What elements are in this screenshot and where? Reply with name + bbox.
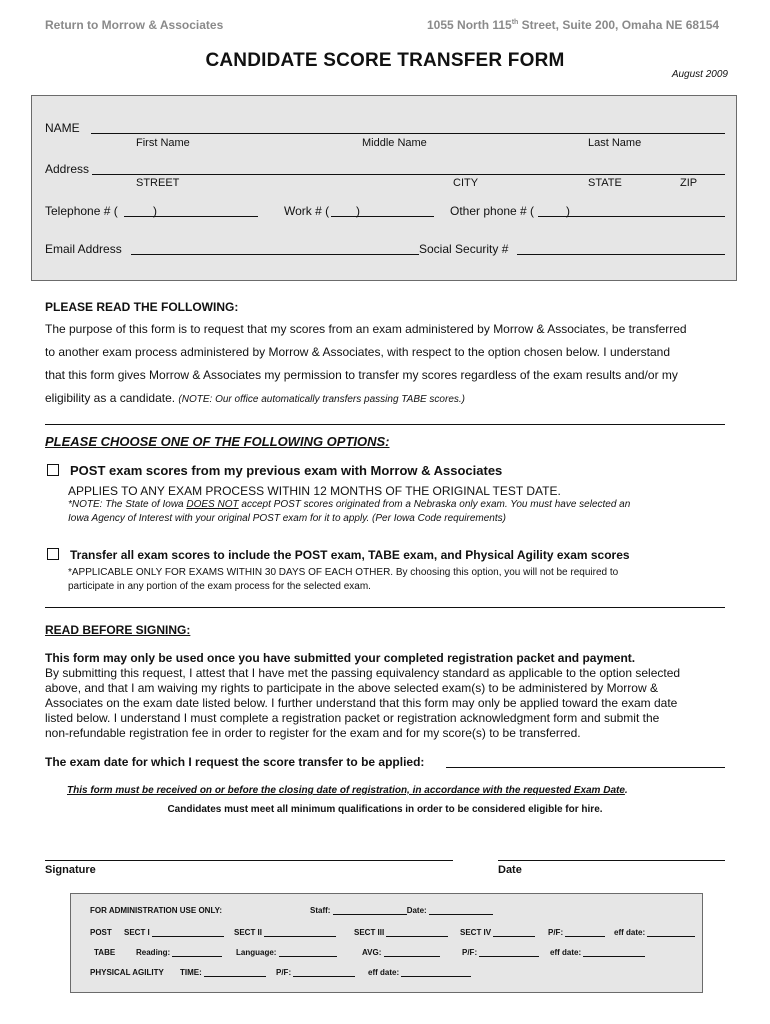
admin-avg-field[interactable] <box>384 948 440 957</box>
form-date: August 2009 <box>671 69 728 80</box>
address-label: Address <box>45 162 90 176</box>
admin-language: Language: <box>236 948 337 957</box>
exam-date-label: The exam date for which I request the score transfer to be applied: <box>45 755 425 769</box>
option-post-applies: APPLIES TO ANY EXAM PROCESS WITHIN 12 MONTHS OF THE ORIGINAL TEST DATE. <box>68 484 561 498</box>
admin-sect4-field[interactable] <box>493 928 535 937</box>
admin-date-field[interactable] <box>429 906 493 915</box>
admin-sect2-field[interactable] <box>264 928 336 937</box>
first-name-caption: First Name <box>136 137 190 149</box>
admin-post-eff-field[interactable] <box>647 928 695 937</box>
option-post-note: *NOTE: The State of Iowa DOES NOT accept POST scores originated from a Nebraska only exam. You must have selected an Iowa Agency of Interest with your original POST exam for it to apply. (Per Iowa Code requirements) <box>68 499 631 524</box>
admin-avg: AVG: <box>362 948 440 957</box>
admin-pa-eff: eff date: <box>368 968 471 977</box>
admin-post-label: POST <box>90 928 112 937</box>
admin-staff: Staff: Date: <box>310 906 493 915</box>
city-caption: CITY <box>453 177 479 189</box>
divider <box>45 607 725 608</box>
admin-tabe-pf: P/F: <box>462 948 539 957</box>
signature-field[interactable] <box>45 860 453 861</box>
admin-post-pf: P/F: <box>548 928 605 937</box>
admin-sect4: SECT IV <box>460 928 535 937</box>
admin-reading-field[interactable] <box>172 948 222 957</box>
form-title: CANDIDATE SCORE TRANSFER FORM <box>205 50 565 71</box>
work-phone-paren: ) <box>356 204 360 218</box>
telephone-field[interactable] <box>124 216 258 217</box>
name-label: NAME <box>45 121 80 135</box>
email-label: Email Address <box>45 242 122 256</box>
option-transfer-all-title: Transfer all exam scores to include the POST exam, TABE exam, and Physical Agility exam scores <box>70 548 630 562</box>
option-post-checkbox[interactable] <box>47 464 59 476</box>
divider <box>45 424 725 425</box>
date-field[interactable] <box>498 860 725 861</box>
zip-caption: ZIP <box>680 177 698 189</box>
office-address: 1055 North 115th Street, Suite 200, Omaha NE 68154 <box>427 18 720 32</box>
email-field[interactable] <box>131 254 419 255</box>
signing-paragraph: This form may only be used once you have submitted your completed registration packet and payment. By submitting this request, I attest that I have met the passing equivalency standard as applicable to the option selected above, and that I am waiving my rights to participate in the above selected exam(s) to be administered by Morrow & Associates on the exam date listed below. I further understand that this form may only be applied toward the exam date listed below. I understand I must complete a registration packet or registration acknowledgment form and submit the non-refundable registration fee in order to register for the exam and for my score(s) to be transferred. <box>45 651 681 740</box>
admin-sect3: SECT III <box>354 928 448 937</box>
purpose-paragraph: The purpose of this form is to request that my scores from an exam administered by Morrow & Associates, be transferred to another exam process administered by Morrow & Associates, with respect to the option chosen below. I understand that this form gives Morrow & Associates my permission to transfer my scores regardless of the exam results and/or my eligibility as a candidate. (NOTE: Our office automatically transfers passing TABE scores.) <box>45 322 687 405</box>
return-address: Return to Morrow & Associates <box>45 18 224 32</box>
admin-sect2: SECT II <box>234 928 336 937</box>
ssn-field[interactable] <box>517 254 725 255</box>
admin-tabe-eff-field[interactable] <box>583 948 645 957</box>
admin-language-field[interactable] <box>279 948 337 957</box>
telephone-paren: ) <box>153 204 157 218</box>
signature-label: Signature <box>45 864 96 876</box>
read-heading: PLEASE READ THE FOLLOWING: <box>45 300 239 314</box>
options-heading: PLEASE CHOOSE ONE OF THE FOLLOWING OPTIONS: <box>45 434 390 449</box>
signing-heading: READ BEFORE SIGNING: <box>45 623 191 637</box>
last-name-caption: Last Name <box>588 137 642 149</box>
work-phone-field[interactable] <box>331 216 434 217</box>
option-transfer-all-note: *APPLICABLE ONLY FOR EXAMS WITHIN 30 DAYS OF EACH OTHER. By choosing this option, you will not be required to participate in any portion of the exam process for the selected exam. <box>68 567 619 592</box>
other-phone-label: Other phone # ( <box>450 204 535 218</box>
admin-post-eff: eff date: <box>614 928 695 937</box>
received-notice: This form must be received on or before the closing date of registration, in accordance with the requested Exam Date. <box>67 785 628 796</box>
qualifications-notice: Candidates must meet all minimum qualifications in order to be considered eligible for hire. <box>167 804 603 815</box>
admin-post-pf-field[interactable] <box>565 928 605 937</box>
admin-pa-eff-field[interactable] <box>401 968 471 977</box>
work-phone-label: Work # ( <box>284 204 330 218</box>
admin-pa-pf-field[interactable] <box>293 968 355 977</box>
admin-sect1: SECT I <box>124 928 224 937</box>
address-field[interactable] <box>92 174 725 175</box>
admin-reading: Reading: <box>136 948 222 957</box>
admin-tabe-pf-field[interactable] <box>479 948 539 957</box>
telephone-label: Telephone # ( <box>45 204 118 218</box>
admin-pa-time-field[interactable] <box>204 968 266 977</box>
admin-sect1-field[interactable] <box>152 928 224 937</box>
admin-pa-time: TIME: <box>180 968 266 977</box>
date-label: Date <box>498 864 522 876</box>
middle-name-caption: Middle Name <box>362 137 427 149</box>
street-caption: STREET <box>136 177 180 189</box>
option-transfer-all-checkbox[interactable] <box>47 548 59 560</box>
ssn-label: Social Security # <box>419 242 509 256</box>
admin-pa-pf: P/F: <box>276 968 355 977</box>
exam-date-field[interactable] <box>446 767 725 768</box>
option-post-title: POST exam scores from my previous exam with Morrow & Associates <box>70 463 503 478</box>
other-phone-paren: ) <box>566 204 570 218</box>
admin-tabe-eff: eff date: <box>550 948 645 957</box>
admin-title: FOR ADMINISTRATION USE ONLY: <box>90 906 222 915</box>
admin-pa-label: PHYSICAL AGILITY <box>90 968 164 977</box>
state-caption: STATE <box>588 177 622 189</box>
admin-tabe-label: TABE <box>94 948 116 957</box>
name-field[interactable] <box>91 133 725 134</box>
admin-staff-field[interactable] <box>333 906 407 915</box>
admin-sect3-field[interactable] <box>386 928 448 937</box>
